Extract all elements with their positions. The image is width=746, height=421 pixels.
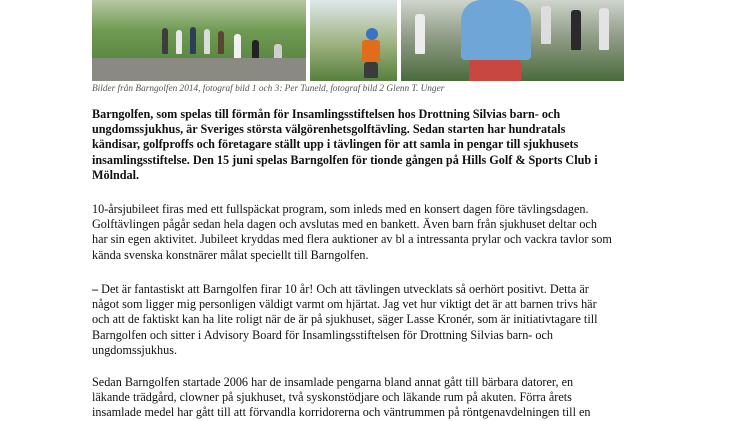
photo-caption: Bilder från Barngolfen 2014, fotograf bild 1 och 3: Per Tuneld, fotograf bild 2 Glenn T. Unger <box>92 84 445 94</box>
photo-golfer-with-crowd <box>401 0 624 81</box>
body-paragraph-anniversary: 10-årsjubileet firas med ett fullspäckat program, som inleds med en konsert dagen före tävlingsdagen. Golftävlingen pågår sedan hela dagen och avslutas med en bankett. Även barn från sjukhuset deltar och har sin egen aktivitet. Jubileet kryddas med flera auktioner av bl a intressanta prylar och vackra tavlor som kända svenska konstnärer målat speciellt till Barngolfen. <box>92 202 612 262</box>
quote-text: Det är fantastiskt att Barngolfen firar 10 år! Och att tävlingen utvecklats så oerhört positivt. Detta är något som ligger mig personligen väldigt varmt om hjärtat. Jag vet hur viktigt det är att barnen trivs här och att de faktiskt kan ha lite roligt när de är på sjukhuset, säger Lasse Kronér, som är initiativtagare till Barngolfen och sitter i Advisory Board för Insamlingsstiftelsen för Drottning Silvias barn- och ungdomssjukhus. <box>92 282 598 357</box>
lead-paragraph: Barngolfen, som spelas till förmån för Insamlingsstiftelsen hos Drottning Silvias barn- och ungdomssjukhus, är Sveriges största välgörenhetsgolftävling. Sedan starten har hundratals kändisar, golfproffs och företagare ställt upp i tävlingen för att samla in pengar till sjukhusets insamlingsstiftelse. Den 15 juni spelas Barngolfen för tionde gången på Hills Golf & Sports Club i Mölndal. <box>92 107 598 182</box>
photo-strip <box>92 0 624 81</box>
quote-paragraph <box>92 282 652 358</box>
body-paragraph-funds: Sedan Barngolfen startade 2006 har de insamlade pengarna bland annat gått till bärbara datorer, en läkande trädgård, clowner på sjukhuset, två syskonstödjare och läkande rum på akuten. Förra årets insamlade medel har gått till att förvandla korridorerna och väntrummen på röntgenavdelningen till en <box>92 375 591 420</box>
photo-golf-crowd <box>92 0 306 81</box>
photo-child-golfer <box>310 0 397 81</box>
quote-dash: – <box>92 282 99 296</box>
